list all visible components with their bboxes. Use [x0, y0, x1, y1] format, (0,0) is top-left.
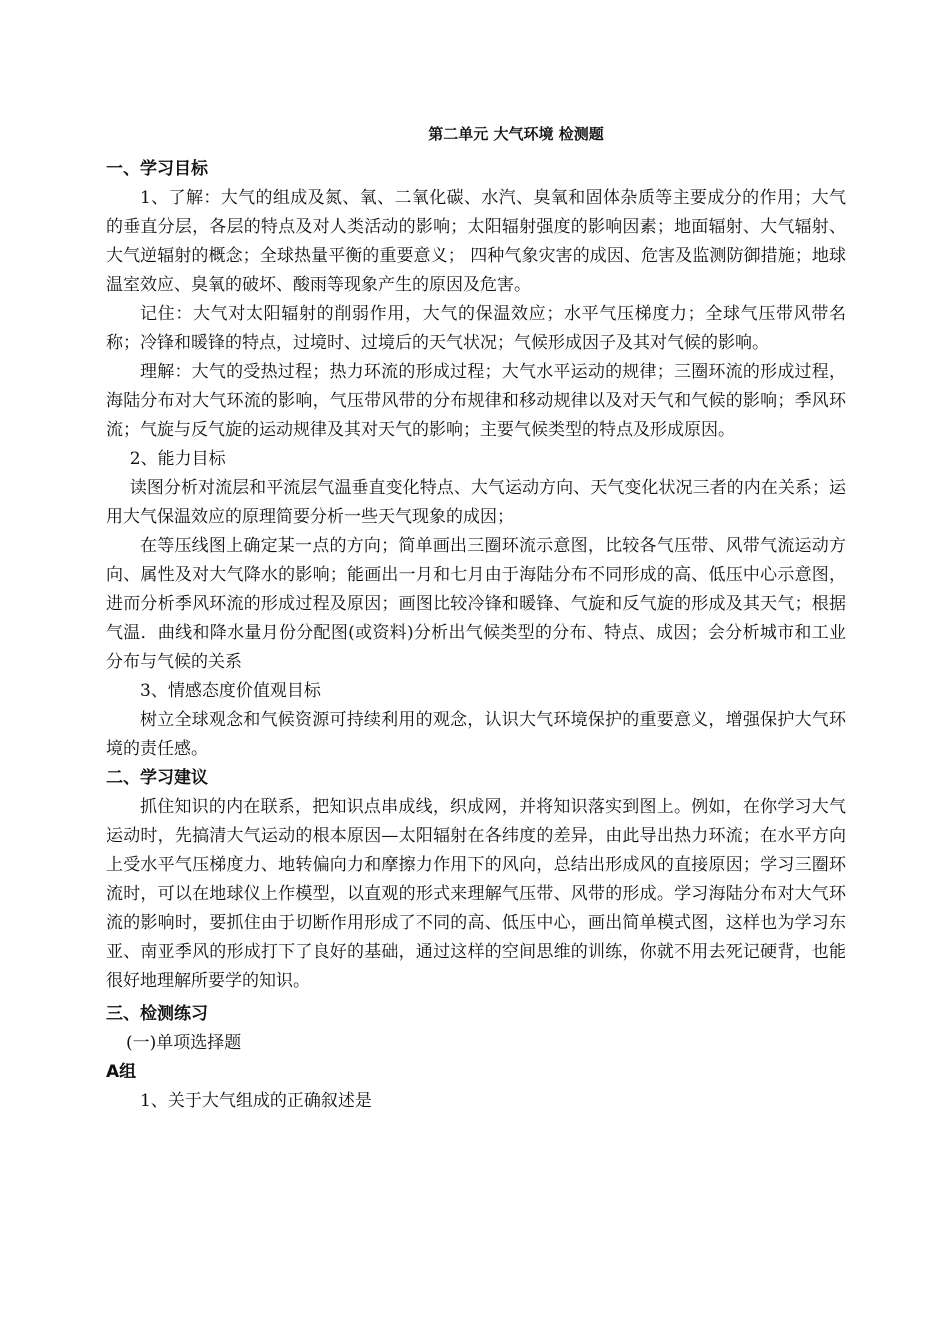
paragraph-understand-list: 1、了解：大气的组成及氮、氧、二氧化碳、水汽、臭氧和固体杂质等主要成分的作用；大气的垂直分层，各层的特点及对人类活动的影响；太阳辐射强度的影响因素；地面辐射、大气辐射、大气逆辐射的概念；全球热量平衡的重要意义； 四种气象灾害的成因、危害及监测防御措施；地球温室效应、臭氧的破坏、酸雨等现象产生的原因及危害。	[106, 188, 846, 295]
document-title: 第二单元 大气环境 检测题	[428, 125, 604, 143]
paragraph-comprehend: 理解：大气的受热过程；热力环流的形成过程；大气水平运动的规律；三圈环流的形成过程，海陆分布对大气环流的影响，气压带风带的分布规律和移动规律以及对天气和气候的影响；季风环流；气旋与反气旋的运动规律及其对天气的影响；主要气候类型的特点及形成原因。	[106, 362, 846, 440]
document-body	[106, 155, 846, 1116]
paragraph-values-goals-label: 3、情感态度价值观目标	[140, 681, 321, 701]
group-label-a: A组	[106, 1062, 137, 1082]
section-heading-exercises: 三、检测练习	[106, 1004, 208, 1024]
question-1: 1、关于大气组成的正确叙述是	[140, 1091, 372, 1111]
section-heading-study-advice: 二、学习建议	[106, 768, 208, 788]
section-heading-learning-goals: 一、学习目标	[106, 159, 208, 179]
subheading-single-choice: (一)单项选择题	[126, 1033, 242, 1053]
paragraph-study-advice: 抓住知识的内在联系，把知识点串成线，织成网，并将知识落实到图上。例如，在你学习大气运动时，先搞清大气运动的根本原因—太阳辐射在各纬度的差异，由此导出热力环流；在水平方向上受水平气压梯度力、地转偏向力和摩擦力作用下的风向，总结出形成风的直接原因；学习三圈环流时，可以在地球仪上作模型，以直观的形式来理解气压带、风带的形成。学习海陆分布对大气环流的影响时，要抓住由于切断作用形成了不同的高、低压中心，画出简单模式图，这样也为学习东亚、南亚季风的形成打下了良好的基础，通过这样的空间思维的训练，你就不用去死记硬背，也能很好地理解所要学的知识。	[106, 797, 846, 991]
paragraph-ability-drawing: 在等压线图上确定某一点的方向；简单画出三圈环流示意图，比较各气压带、风带气流运动方向、属性及对大气降水的影响；能画出一月和七月由于海陆分布不同形成的高、低压中心示意图，进而分析季风环流的形成过程及原因；画图比较冷锋和暖锋、气旋和反气旋的形成及其天气；根据气温．曲线和降水量月份分配图(或资料)分析出气候类型的分布、特点、成因；会分析城市和工业分布与气候的关系	[106, 536, 846, 672]
paragraph-values: 树立全球观念和气候资源可持续利用的观念，认识大气环境保护的重要意义，增强保护大气环境的责任感。	[106, 710, 846, 759]
paragraph-remember: 记住：大气对太阳辐射的削弱作用，大气的保温效应；水平气压梯度力；全球气压带风带名称；冷锋和暖锋的特点，过境时、过境后的天气状况；气候形成因子及其对气候的影响。	[106, 304, 846, 353]
paragraph-ability-goals-label: 2、能力目标	[129, 449, 226, 469]
paragraph-ability-reading: 读图分析对流层和平流层气温垂直变化特点、大气运动方向、天气变化状况三者的内在关系；运用大气保温效应的原理简要分析一些天气现象的成因；	[106, 478, 846, 527]
